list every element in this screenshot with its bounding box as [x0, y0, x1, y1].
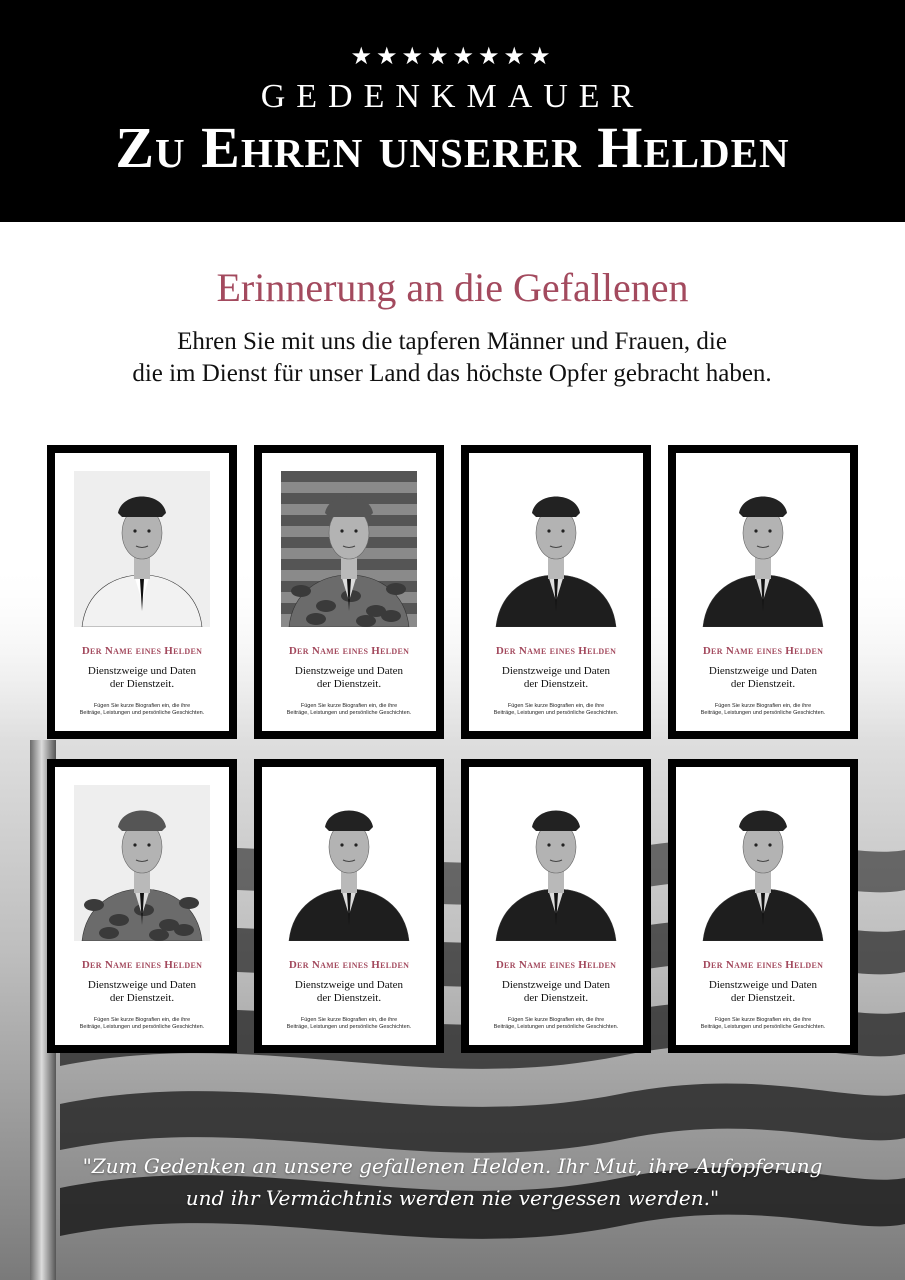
hero-name: Der Name eines Helden	[495, 959, 617, 971]
hero-bio	[676, 1017, 850, 1031]
hero-bio	[469, 703, 643, 717]
hero-card	[254, 445, 444, 739]
hero-card	[461, 445, 651, 739]
hero-service-line-2: der Dienstzeit.	[730, 678, 796, 690]
hero-service-line-1: Dienstzweige und Daten	[87, 665, 197, 677]
hero-service-line-2: der Dienstzeit.	[109, 678, 175, 690]
hero-bio	[262, 703, 436, 717]
stars-row: ★★★★★★★★	[350, 42, 555, 70]
hero-portrait	[281, 785, 417, 941]
hero-bio-line-1: Fügen Sie kurze Biografien ein, die ihre	[507, 1017, 605, 1023]
hero-service	[55, 979, 229, 1005]
hero-bio-line-1: Fügen Sie kurze Biografien ein, die ihre	[714, 703, 812, 709]
hero-name: Der Name eines Helden	[81, 645, 203, 657]
quote-line-2: und ihr Vermächtnis werden nie vergessen werden."	[185, 1186, 720, 1210]
header-banner	[0, 0, 905, 222]
hero-card	[47, 445, 237, 739]
hero-bio	[676, 703, 850, 717]
hero-card-body	[262, 453, 436, 731]
hero-portrait	[74, 471, 210, 627]
hero-service-line-1: Dienstzweige und Daten	[501, 665, 611, 677]
hero-name: Der Name eines Helden	[702, 645, 824, 657]
hero-card-body	[676, 453, 850, 731]
hero-service-line-2: der Dienstzeit.	[523, 992, 589, 1004]
hero-portrait	[695, 471, 831, 627]
hero-service-line-1: Dienstzweige und Daten	[294, 665, 404, 677]
hero-portrait	[488, 785, 624, 941]
hero-service	[55, 665, 229, 691]
hero-card	[47, 759, 237, 1053]
hero-bio-line-1: Fügen Sie kurze Biografien ein, die ihre	[507, 703, 605, 709]
hero-service-line-1: Dienstzweige und Daten	[708, 665, 818, 677]
intro-text	[52, 326, 852, 390]
hero-portrait	[488, 471, 624, 627]
hero-service-line-1: Dienstzweige und Daten	[294, 979, 404, 991]
hero-card-body	[469, 767, 643, 1045]
hero-portrait	[281, 471, 417, 627]
hero-bio-line-1: Fügen Sie kurze Biografien ein, die ihre	[300, 703, 398, 709]
hero-name: Der Name eines Helden	[495, 645, 617, 657]
hero-bio-line-2: Beiträge, Leistungen und persönliche Geschichten.	[700, 1024, 826, 1030]
hero-bio-line-2: Beiträge, Leistungen und persönliche Geschichten.	[493, 1024, 619, 1030]
hero-service-line-2: der Dienstzeit.	[316, 992, 382, 1004]
hero-bio-line-2: Beiträge, Leistungen und persönliche Geschichten.	[286, 1024, 412, 1030]
hero-name: Der Name eines Helden	[288, 959, 410, 971]
hero-portrait	[74, 785, 210, 941]
hero-bio-line-2: Beiträge, Leistungen und persönliche Geschichten.	[286, 710, 412, 716]
hero-service	[469, 979, 643, 1005]
hero-service-line-2: der Dienstzeit.	[730, 992, 796, 1004]
hero-bio	[55, 1017, 229, 1031]
hero-bio	[469, 1017, 643, 1031]
hero-service-line-1: Dienstzweige und Daten	[501, 979, 611, 991]
hero-bio-line-2: Beiträge, Leistungen und persönliche Geschichten.	[79, 1024, 205, 1030]
hero-bio-line-2: Beiträge, Leistungen und persönliche Geschichten.	[700, 710, 826, 716]
hero-bio-line-1: Fügen Sie kurze Biografien ein, die ihre	[93, 1017, 191, 1023]
hero-bio-line-1: Fügen Sie kurze Biografien ein, die ihre	[300, 1017, 398, 1023]
memorial-quote	[60, 1150, 845, 1214]
intro-line-1: Ehren Sie mit uns die tapferen Männer und Frauen, die	[177, 328, 727, 355]
hero-bio	[55, 703, 229, 717]
hero-portrait	[695, 785, 831, 941]
hero-card-body	[55, 767, 229, 1045]
hero-bio-line-1: Fügen Sie kurze Biografien ein, die ihre	[93, 703, 191, 709]
hero-service	[262, 979, 436, 1005]
hero-name: Der Name eines Helden	[288, 645, 410, 657]
hero-name: Der Name eines Helden	[81, 959, 203, 971]
hero-service	[676, 979, 850, 1005]
hero-card	[254, 759, 444, 1053]
hero-card-body	[55, 453, 229, 731]
hero-card	[461, 759, 651, 1053]
hero-bio-line-2: Beiträge, Leistungen und persönliche Geschichten.	[493, 710, 619, 716]
hero-service-line-2: der Dienstzeit.	[316, 678, 382, 690]
quote-line-1: "Zum Gedenken an unsere gefallenen Helden. Ihr Mut, ihre Aufopferung	[82, 1154, 823, 1178]
section-heading: Erinnerung an die Gefallenen	[216, 265, 689, 310]
hero-bio-line-1: Fügen Sie kurze Biografien ein, die ihre	[714, 1017, 812, 1023]
hero-service-line-2: der Dienstzeit.	[109, 992, 175, 1004]
hero-service-line-1: Dienstzweige und Daten	[87, 979, 197, 991]
page-title: Zu Ehren unserer Helden	[115, 115, 790, 180]
hero-card	[668, 759, 858, 1053]
header-kicker: GEDENKMAUER	[260, 78, 645, 115]
hero-card	[668, 445, 858, 739]
hero-card-body	[469, 453, 643, 731]
hero-card-body	[262, 767, 436, 1045]
intro-line-2: die im Dienst für unser Land das höchste Opfer gebracht haben.	[132, 360, 772, 387]
hero-card-body	[676, 767, 850, 1045]
hero-name: Der Name eines Helden	[702, 959, 824, 971]
hero-service	[469, 665, 643, 691]
hero-bio	[262, 1017, 436, 1031]
hero-service	[262, 665, 436, 691]
hero-bio-line-2: Beiträge, Leistungen und persönliche Geschichten.	[79, 710, 205, 716]
hero-service-line-1: Dienstzweige und Daten	[708, 979, 818, 991]
hero-service	[676, 665, 850, 691]
hero-service-line-2: der Dienstzeit.	[523, 678, 589, 690]
